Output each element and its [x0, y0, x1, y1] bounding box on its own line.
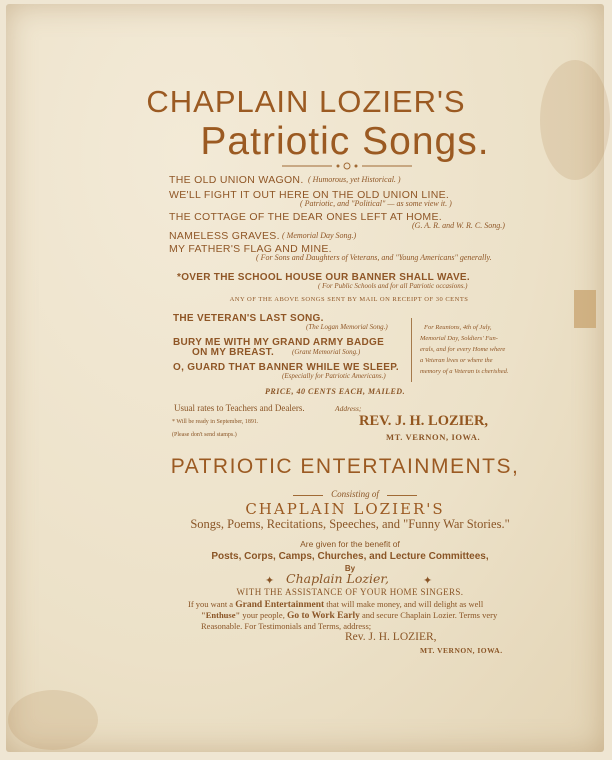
song-note: (The Logan Memorial Song.) — [306, 323, 388, 331]
footnote-stamps: (Please don't send stamps.) — [172, 432, 237, 438]
price: PRICE, 40 CENTS EACH, MAILED. — [265, 387, 406, 396]
occasion-note-line: a Veteran lives or where the — [420, 357, 493, 364]
chaplain-signature: Chaplain Lozier, — [286, 571, 389, 586]
assistance-line: WITH THE ASSISTANCE OF YOUR HOME SINGERS. — [236, 587, 464, 597]
contact-name: REV. J. H. LOZIER, — [359, 413, 489, 429]
ornament-right-icon: ✦ — [423, 575, 433, 587]
occasion-note-line: Memorial Day, Soldiers' Fun- — [420, 335, 498, 342]
beneficiaries: Posts, Corps, Camps, Churches, and Lecture Committees, — [211, 551, 489, 562]
occasion-note-line: memory of a Veteran is cherished. — [420, 368, 509, 375]
song-title: WE'LL FIGHT IT OUT HERE ON THE OLD UNION LINE. — [169, 189, 450, 201]
page-title: Patriotic Songs. — [200, 120, 490, 163]
song-title: *OVER THE SCHOOL HOUSE OUR BANNER SHALL WAVE. — [177, 272, 470, 283]
address-label: Address; — [335, 404, 362, 413]
body-line-1: If you want a Grand Entertainment that will make money, and will delight as well — [188, 599, 484, 610]
entertainment-contact-name: Rev. J. H. LOZIER, — [345, 631, 437, 643]
song-note: ( For Public Schools and for all Patriotic occasions.) — [318, 282, 468, 290]
song-title: NAMELESS GRAVES. — [169, 230, 280, 242]
occasion-note-line: For Reunions, 4th of July, — [424, 324, 492, 331]
song-note: ( Humorous, yet Historical. ) — [308, 175, 401, 184]
song-note: ( For Sons and Daughters of Veterans, and "Young Americans" generally. — [256, 253, 492, 262]
song-note: ( Memorial Day Song.) — [282, 231, 357, 240]
by-label: By — [344, 564, 356, 573]
occasion-note-line: erals, and for every Home where — [420, 346, 506, 353]
title-line-1: CHAPLAIN LOZIER'S — [146, 84, 466, 119]
divider — [293, 495, 323, 496]
song-note: (G. A. R. and W. R. C. Song.) — [412, 221, 505, 230]
ornament-left-icon: ✦ — [265, 575, 275, 587]
benefit-line: Are given for the benefit of — [300, 539, 400, 549]
footnote-ready: * Will be ready in September, 1891. — [172, 419, 259, 425]
entertainments-title: PATRIOTIC ENTERTAINMENTS, — [170, 455, 520, 478]
dealer-rates: Usual rates to Teachers and Dealers. — [174, 403, 305, 413]
brace — [411, 318, 412, 382]
song-note: (Especially for Patriotic Americans.) — [282, 372, 386, 380]
song-title: O, GUARD THAT BANNER WHILE WE SLEEP. — [173, 362, 399, 373]
entertainment-items: Songs, Poems, Recitations, Speeches, and "Funny War Stories." — [190, 517, 510, 531]
divider — [387, 495, 417, 496]
entertainment-contact-city: MT. VERNON, IOWA. — [420, 646, 503, 655]
paper-tab — [574, 290, 596, 328]
ornament-divider — [282, 162, 412, 170]
song-title: MY FATHER'S FLAG AND MINE. — [169, 243, 332, 255]
song-title: THE VETERAN'S LAST SONG. — [173, 313, 324, 324]
consisting-of: Consisting of — [331, 489, 379, 499]
paper-stain — [8, 690, 98, 750]
song-title: THE COTTAGE OF THE DEAR ONES LEFT AT HOME. — [169, 211, 442, 223]
mail-notice: ANY OF THE ABOVE SONGS SENT BY MAIL ON RECEIPT OF 30 CENTS — [229, 296, 469, 303]
body-line-2: "Enthuse" your people, Go to Work Early and secure Chaplain Lozier. Terms very — [201, 610, 498, 621]
song-title: THE OLD UNION WAGON. — [169, 174, 304, 186]
chaplain-name-banner: CHAPLAIN LOZIER'S — [245, 500, 445, 518]
song-title: BURY ME WITH MY GRAND ARMY BADGE — [173, 337, 385, 348]
contact-city: MT. VERNON, IOWA. — [386, 432, 481, 442]
song-note: ( Patriotic, and "Political" — as some view it. ) — [300, 199, 452, 208]
body-line-3: Reasonable. For Testimonials and Terms, address; — [201, 621, 372, 631]
song-note: (Grant Memorial Song.) — [292, 348, 361, 356]
song-title-continued: ON MY BREAST. — [192, 347, 275, 358]
